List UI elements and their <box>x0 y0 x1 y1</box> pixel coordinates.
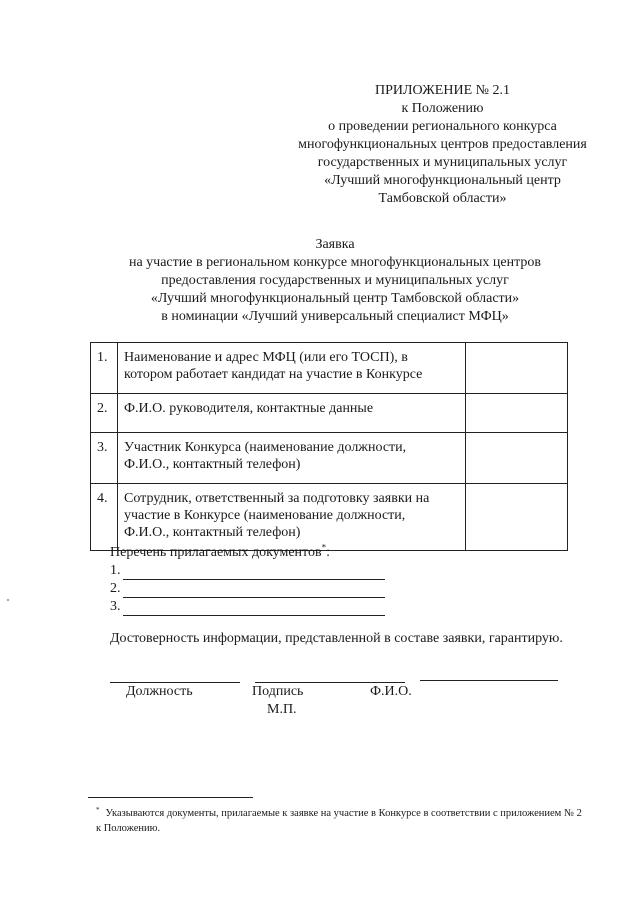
table-row <box>91 394 568 433</box>
documents-heading-colon: : <box>326 545 330 560</box>
row-label-line: Сотрудник, ответственный за подготовку заявки на <box>124 491 430 506</box>
application-line: на участие в региональном конкурсе многофункциональных центров <box>128 255 542 270</box>
application-line: в номинации «Лучший универсальный специалист МФЦ» <box>161 309 509 324</box>
document-item <box>110 598 385 616</box>
name-signature-line[interactable] <box>420 680 558 681</box>
table-row <box>91 484 568 551</box>
document-item-number: 1. <box>110 563 121 578</box>
document-item-number: 3. <box>110 599 121 614</box>
table-row <box>91 343 568 394</box>
row-label <box>118 394 466 433</box>
document-item <box>110 580 385 598</box>
row-number: 3. <box>91 433 118 484</box>
row-label <box>118 484 466 551</box>
document-item-line[interactable] <box>123 566 385 580</box>
row-label-line: Ф.И.О., контактный телефон) <box>124 525 301 540</box>
appendix-line: к Положению <box>401 101 484 116</box>
footnote <box>96 806 616 836</box>
row-label <box>118 433 466 484</box>
signature-line[interactable] <box>255 682 405 683</box>
row-value-cell[interactable] <box>466 433 568 484</box>
position-signature-line[interactable] <box>110 682 240 683</box>
row-label <box>118 343 466 394</box>
appendix-line: «Лучший многофункциональный центр <box>324 173 561 188</box>
application-title: Заявка <box>315 237 355 252</box>
document-item <box>110 562 385 580</box>
row-label-line: Участник Конкурса (наименование должности, <box>124 440 407 455</box>
position-label: Должность <box>126 684 193 699</box>
row-number: 2. <box>91 394 118 433</box>
row-label-line: Ф.И.О., контактный телефон) <box>124 457 301 472</box>
footnote-mark: * <box>321 542 327 553</box>
table-row <box>91 433 568 484</box>
document-item-line[interactable] <box>123 602 385 616</box>
full-name-label: Ф.И.О. <box>370 684 412 699</box>
document-item-number: 2. <box>110 581 121 596</box>
row-value-cell[interactable] <box>466 343 568 394</box>
appendix-line: о проведении регионального конкурса <box>328 119 557 134</box>
document-item-line[interactable] <box>123 584 385 598</box>
application-table <box>90 342 568 551</box>
row-number: 4. <box>91 484 118 551</box>
documents-heading <box>110 544 385 562</box>
signature-label: Подпись <box>252 684 304 699</box>
row-label-line: котором работает кандидат на участие в Конкурсе <box>124 367 423 382</box>
row-label-line: Ф.И.О. руководителя, контактные данные <box>124 401 374 416</box>
appendix-line: многофункциональных центров предоставления <box>298 137 587 152</box>
scan-speck <box>7 599 9 601</box>
stamp-label: М.П. <box>267 702 297 717</box>
appendix-title: ПРИЛОЖЕНИЕ № 2.1 <box>375 83 510 98</box>
application-line: «Лучший многофункциональный центр Тамбовской области» <box>150 291 520 306</box>
documents-heading-text: Перечень прилагаемых документов <box>110 545 322 560</box>
application-line: предоставления государственных и муниципальных услуг <box>161 273 509 288</box>
footnote-mark: * <box>96 805 100 814</box>
footnote-text: Указываются документы, прилагаемые к заявке на участие в Конкурсе в соответствии с приложением № 2 <box>105 808 582 819</box>
footnote-divider <box>88 797 253 798</box>
row-label-line: Наименование и адрес МФЦ (или его ТОСП), в <box>124 350 408 365</box>
footnote-line <box>96 806 616 821</box>
guarantee-statement: Достоверность информации, представленной в составе заявки, гарантирую. <box>110 631 563 646</box>
appendix-line: Тамбовской области» <box>378 191 507 206</box>
appendix-line: государственных и муниципальных услуг <box>317 155 568 170</box>
documents-list <box>110 544 385 616</box>
row-value-cell[interactable] <box>466 484 568 551</box>
row-value-cell[interactable] <box>466 394 568 433</box>
appendix-header <box>270 82 615 208</box>
footnote-line: к Положению. <box>96 823 161 834</box>
application-heading <box>95 236 575 326</box>
row-number: 1. <box>91 343 118 394</box>
row-label-line: участие в Конкурсе (наименование должности, <box>124 508 406 523</box>
